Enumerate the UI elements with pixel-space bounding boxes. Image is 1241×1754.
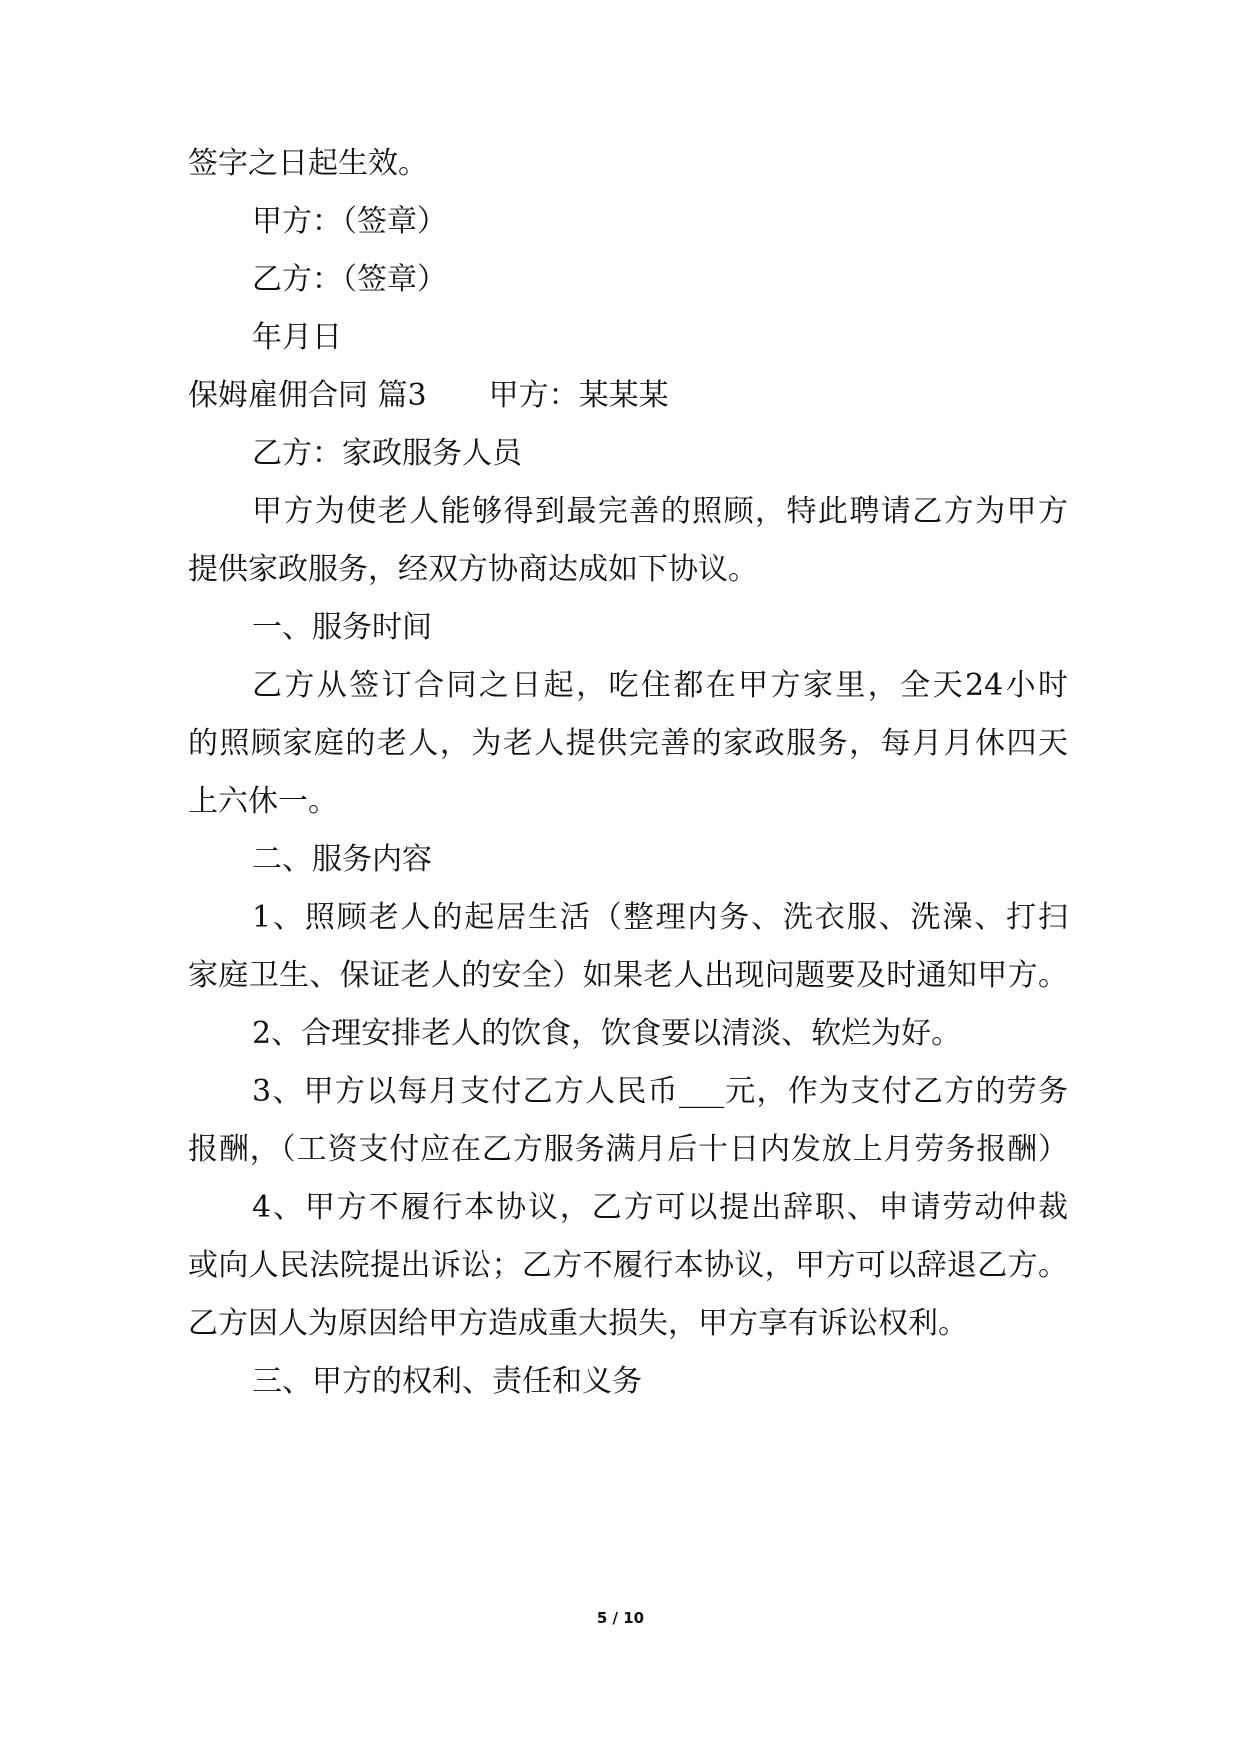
- paragraph-line: 2、合理安排老人的饮食，饮食要以清淡、软烂为好。: [252, 1016, 962, 1051]
- section-heading: 三、甲方的权利、责任和义务: [252, 1364, 642, 1399]
- paragraph-line: 报酬，（工资支付应在乙方服务满月后十日内发放上月劳务报酬）: [188, 1132, 1068, 1167]
- party-b-name: 乙方：家政服务人员: [252, 436, 522, 471]
- page-number: 5 / 10: [596, 1609, 645, 1627]
- paragraph-line: 或向人民法院提出诉讼；乙方不履行本协议，甲方可以辞退乙方。: [188, 1248, 1068, 1283]
- paragraph-line: 上六休一。: [188, 784, 338, 819]
- section-heading: 二、服务内容: [252, 842, 432, 877]
- contract-title: 保姆雇佣合同 篇3: [188, 378, 427, 413]
- section-heading: 一、服务时间: [252, 610, 432, 645]
- contract-heading-line: [188, 376, 1068, 416]
- text-line: 签字之日起生效。: [188, 146, 428, 181]
- paragraph-line: 4、甲方不履行本协议，乙方可以提出辞职、申请劳动仲裁: [252, 1190, 1068, 1225]
- party-b-signature-line: 乙方：（签章）: [252, 262, 447, 297]
- party-a-signature-line: 甲方：（签章）: [252, 204, 447, 239]
- paragraph-line: 家庭卫生、保证老人的安全）如果老人出现问题要及时通知甲方。: [188, 958, 1068, 993]
- paragraph-line: 乙方从签订合同之日起，吃住都在甲方家里，全天24小时: [252, 668, 1068, 703]
- paragraph-line: 1、照顾老人的起居生活（整理内务、洗衣服、洗澡、打扫: [252, 900, 1068, 935]
- paragraph-line: 的照顾家庭的老人，为老人提供完善的家政服务，每月月休四天: [188, 726, 1068, 761]
- date-line: 年月日: [252, 320, 342, 355]
- party-a-name: 甲方：某某某: [488, 378, 669, 413]
- paragraph-line: 3、甲方以每月支付乙方人民币___元，作为支付乙方的劳务: [252, 1074, 1068, 1109]
- paragraph-line: 甲方为使老人能够得到最完善的照顾，特此聘请乙方为甲方: [252, 494, 1068, 529]
- paragraph-line: 乙方因人为原因给甲方造成重大损失，甲方享有诉讼权利。: [188, 1306, 968, 1341]
- paragraph-line: 提供家政服务，经双方协商达成如下协议。: [188, 552, 758, 587]
